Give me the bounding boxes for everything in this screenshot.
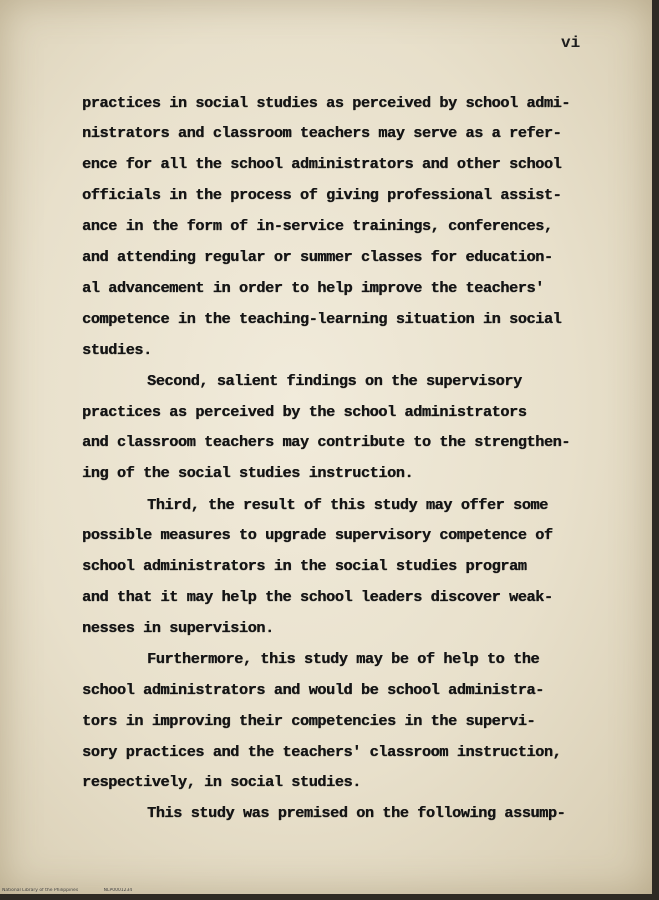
text-line: nesses in supervision. — [82, 619, 274, 637]
text-line: school administrators in the social studies program — [82, 557, 527, 575]
text-line: ence for all the school administrators and other school — [82, 155, 562, 173]
text-line: practices as perceived by the school administrators — [82, 403, 527, 421]
text-line: tors in improving their competencies in the supervi- — [82, 712, 536, 730]
text-line: nistrators and classroom teachers may serve as a refer- — [82, 124, 562, 142]
text-line: practices in social studies as perceived by school admi- — [82, 94, 570, 112]
text-line: ing of the social studies instruction. — [82, 464, 414, 482]
scan-footer — [0, 888, 652, 894]
text-line: competence in the teaching-learning situation in social — [82, 310, 562, 328]
paragraph-first-line: This study was premised on the following assump- — [147, 804, 566, 822]
text-line: sory practices and the teachers' classroom instruction, — [82, 743, 562, 761]
text-line: possible measures to upgrade supervisory competence of — [82, 526, 553, 544]
text-line: officials in the process of giving professional assist- — [82, 186, 562, 204]
text-line: and attending regular or summer classes for education- — [82, 248, 553, 266]
text-line: studies. — [82, 341, 152, 359]
text-line: ance in the form of in-service trainings, conferences, — [82, 217, 553, 235]
footer-library: National Library of the Philippines — [2, 888, 79, 893]
paragraph-first-line: Furthermore, this study may be of help to the — [147, 650, 540, 668]
text-line: and classroom teachers may contribute to the strengthen- — [82, 433, 570, 451]
text-line: school administrators and would be school administra- — [82, 681, 544, 699]
page-number: vi — [561, 34, 581, 52]
text-line: and that it may help the school leaders discover weak- — [82, 588, 553, 606]
text-line: respectively, in social studies. — [82, 773, 361, 791]
text-line: al advancement in order to help improve the teachers' — [82, 279, 544, 297]
footer-code: NLP0001234 — [103, 888, 133, 893]
paragraph-first-line: Third, the result of this study may offer some — [147, 496, 548, 514]
paragraph-first-line: Second, salient findings on the supervisory — [147, 372, 522, 390]
